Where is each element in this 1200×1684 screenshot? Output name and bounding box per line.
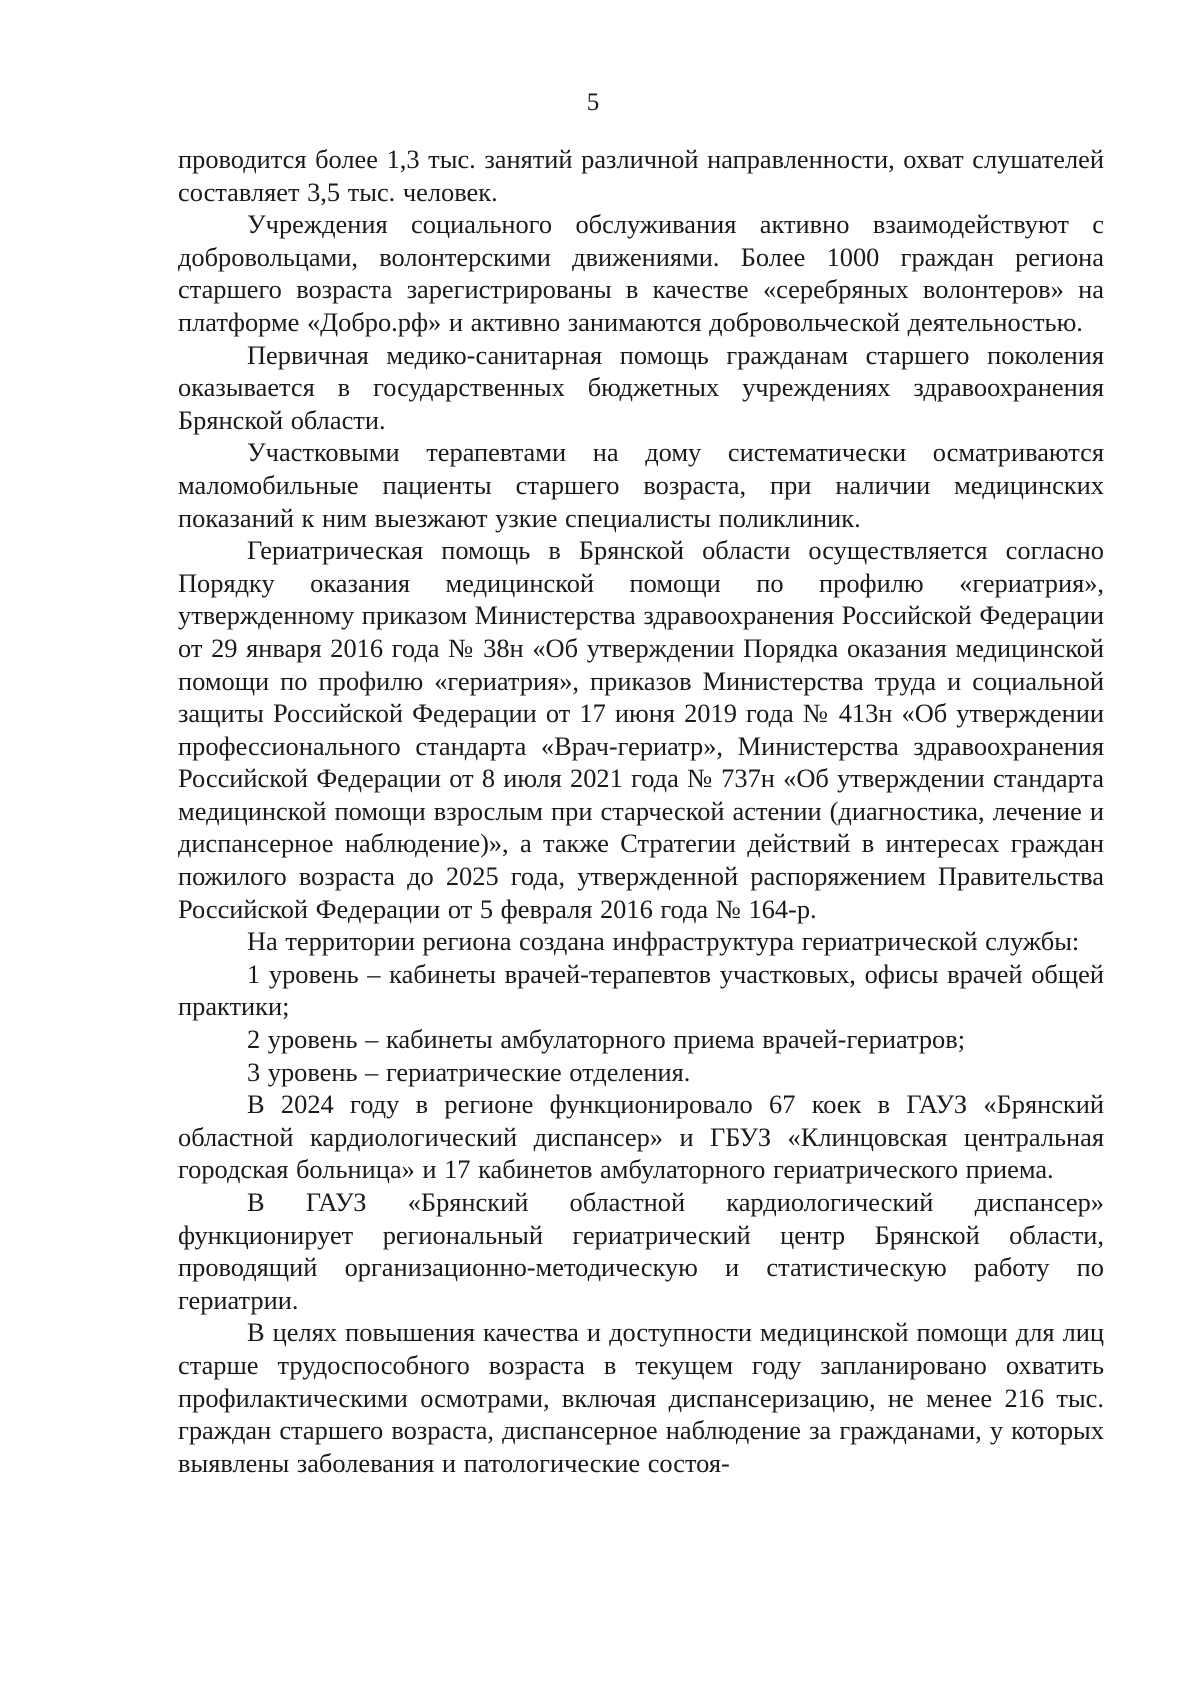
list-item-level-2: 2 уровень – кабинеты амбулаторного приема врачей-гериатров; (247, 1024, 966, 1055)
paragraph-geriatric-care: Гериатрическая помощь в Брянской области осуществляется согласно Порядку оказания медицинской помощи по профилю «гериатрия», утвержденному приказом Министерства здравоохранения Российской Федерации от 29 января 2016 года № 38н «Об утверждении Порядка оказания медицинской помощи по профилю «гериатрия», приказов Министерства труда и социальной защиты Российской Федерации от 17 июня 2019 года № 413н «Об утверждении профессионального стандарта «Врач-гериатр», Министерства здравоохранения Российской Федерации от 8 июля 2021 года № 737н «Об утверждении стандарта медицинской помощи взрослым при старческой астении (диагностика, лечение и диспансерное наблюдение)», а также Стратегии действий в интересах граждан пожилого возраста до 2025 года, утвержденной распоряжением Правительства Российской Федерации от 5 февраля 2016 года № 164-р. (178, 535, 1104, 924)
paragraph-geriatric-center: В ГАУЗ «Брянский областной кардиологический диспансер» функционирует региональный гериатрический центр Брянской области, проводящий организационно-методическую и статистическую работу по гериатрии. (178, 1187, 1104, 1315)
paragraph-prevention-plan: В целях повышения качества и доступности медицинской помощи для лиц старше трудоспособного возраста в текущем году запланировано охватить профилактическими осмотрами, включая диспансеризацию, не менее 216 тыс. граждан старшего возраста, диспансерное наблюдение за гражданами, у которых выявлены заболевания и патологические состоя- (178, 1317, 1104, 1478)
page-number: 5 (586, 89, 600, 116)
paragraph-beds-2024: В 2024 году в регионе функционировало 67 коек в ГАУЗ «Брянский областной кардиологический диспансер» и ГБУЗ «Клинцовская центральная городская больница» и 17 кабинетов амбулаторного гериатрического приема. (178, 1089, 1104, 1185)
paragraph-home-visits: Участковыми терапевтами на дому систематически осматриваются маломобильные пациенты старшего возраста, при наличии медицинских показаний к ним выезжают узкие специалисты поликлиник. (178, 437, 1104, 533)
paragraph-primary-care: Первичная медико-санитарная помощь гражданам старшего поколения оказывается в государственных бюджетных учреждениях здравоохранения Брянской области. (178, 339, 1104, 435)
paragraph-infrastructure: На территории региона создана инфраструктура гериатрической службы: (247, 926, 1080, 957)
paragraph-continuation: проводится более 1,3 тыс. занятий различной направленности, охват слушателей составляет 3,5 тыс. человек. (178, 144, 1104, 207)
document-body (178, 143, 1104, 1479)
list-item-level-3: 3 уровень – гериатрические отделения. (247, 1056, 691, 1087)
list-item-level-1: 1 уровень – кабинеты врачей-терапевтов участковых, офисы врачей общей практики; (178, 958, 1104, 1022)
paragraph-volunteers: Учреждения социального обслуживания активно взаимодействуют с добровольцами, волонтерскими движениями. Более 1000 граждан региона старшего возраста зарегистрированы в качестве «серебряных волонтеров» на платформе «Добро.рф» и активно занимаются добровольческой деятельностью. (178, 209, 1104, 337)
